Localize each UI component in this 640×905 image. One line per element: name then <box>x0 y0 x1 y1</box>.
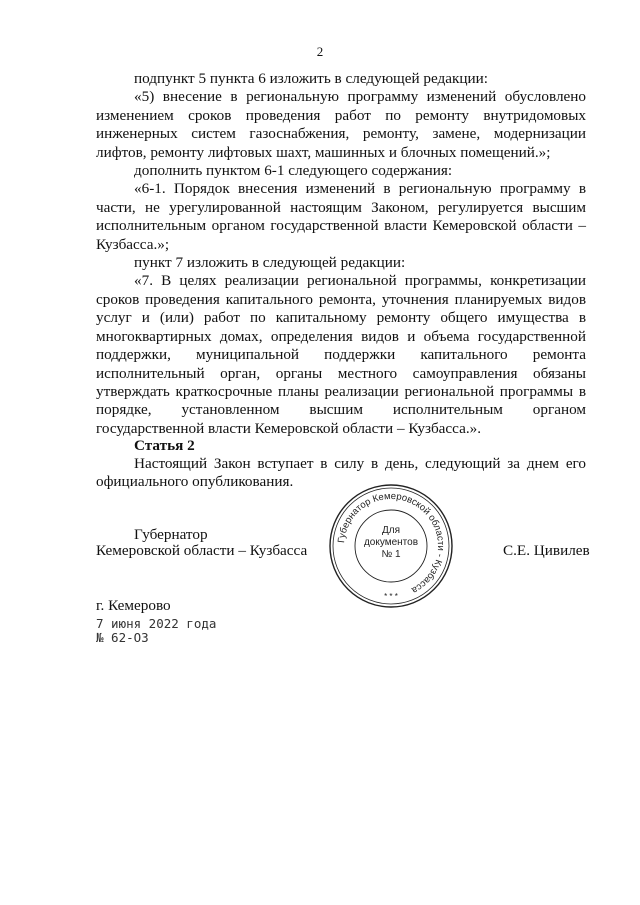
seal-graphic <box>328 483 454 609</box>
seal-stars: * * * <box>384 592 398 601</box>
paragraph: «7. В целях реализации региональной программы, конкретизации сроков проведения капитального ремонта, уточнения планируемых видов услуг и (или) работ по капитальному ремонту общего имущества в многоквартирных домах, определения видов и объема государственной поддержки, муниципальной поддержки капитального ремонта исполнительный орган, органы местного самоуправления обязаны утверждать краткосрочные планы реализации региональной программы в порядке, установленном высшим исполнительным органом государственной власти Кемеровской области – Кузбасса.». <box>96 272 586 437</box>
signatory-title: Губернатор <box>134 526 208 543</box>
article-text: Настоящий Закон вступает в силу в день, следующий за днем его официального опубликования. <box>96 455 586 491</box>
signatory-name: С.Е. Цивилев <box>503 542 590 559</box>
page-number: 2 <box>316 44 324 59</box>
seal-center-line: Для <box>381 525 401 536</box>
seal-center-line: № 1 <box>381 549 401 560</box>
paragraph: «6-1. Порядок внесения изменений в региональную программу в части, не урегулированной настоящим Законом, регулируется высшим исполнительным органом государственной власти Кемеровской области – Кузбасса.»; <box>96 180 586 253</box>
stamp-number: № 62-ОЗ <box>96 630 149 645</box>
paragraph: дополнить пунктом 6-1 следующего содержания: <box>134 162 453 180</box>
paragraph: подпункт 5 пункта 6 изложить в следующей редакции: <box>134 70 488 87</box>
paragraph: «5) внесение в региональную программу изменений обусловлено изменением сроков проведения работ по ремонту внутридомовых инженерных систем газоснабжения, ремонту, замене, модернизации лифтов, ремонту лифтовых шахт, машинных и блочных помещений.»; <box>96 88 586 161</box>
signatory-region: Кемеровской области – Кузбасса <box>96 542 308 559</box>
seal-ring-text: Губернатор Кемеровской области - Кузбасса <box>336 490 447 596</box>
paragraph: пункт 7 изложить в следующей редакции: <box>134 254 406 272</box>
registration-stamp <box>96 617 216 645</box>
seal-center-line: документов <box>363 537 419 548</box>
document-body <box>96 70 586 438</box>
city: г. Кемерово <box>96 597 171 614</box>
article-heading: Статья 2 <box>134 437 195 454</box>
official-seal <box>328 483 454 609</box>
stamp-date: 7 июня 2022 года <box>96 616 217 631</box>
